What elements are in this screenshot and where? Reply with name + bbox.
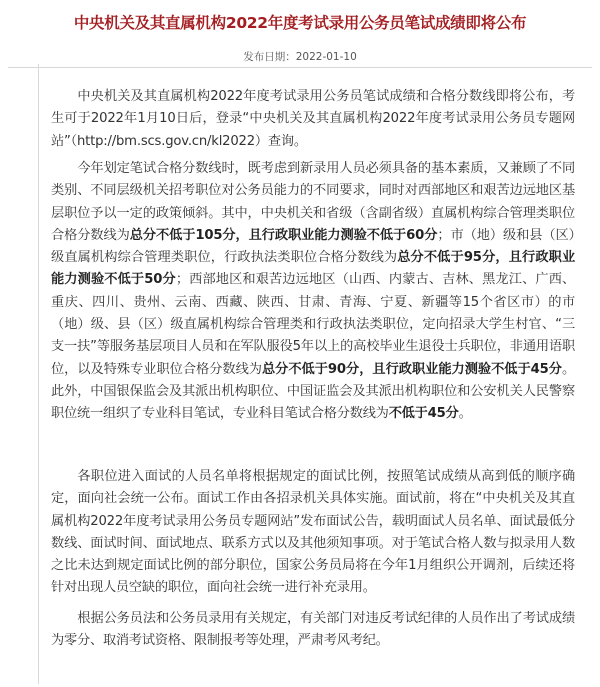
- paragraph-text: 各职位进入面试的人员名单将根据规定的面试比例，按照笔试成绩从高到低的顺序确定，面向社会统一公布。面试工作由各招录机关具体实施。面试前，将在“中央机关及其直属机构2022年度考试录用公务员专题网站”发布面试公告，载明面试人员名单、面试最低分数线、面试时间、面试地点、联系方式以及其他须知事项。对于笔试合格人数与拟录用人数之比未达到规定面试比例的部分职位，国家公务员局将在今年1月组织公开调剂，后续还将针对出现人员空缺的职位，面向社会统一进行补充录用。: [51, 469, 575, 596]
- paragraph-text: 。此外，中国银保监会及其派出机构职位、中国证监会及其派出机构职位和公安机关人民警察职位统一组织了专业科目笔试，专业科目笔试合格分数线为: [51, 361, 575, 422]
- publish-date: [0, 49, 600, 64]
- score-line-professional: 不低于45分: [388, 406, 459, 422]
- score-line-western: 总分不低于90分，且行政职业能力测验不低于45分: [261, 361, 562, 377]
- paragraph-4: [51, 608, 575, 653]
- paragraph-text: 。: [458, 406, 472, 422]
- paragraph-text: ；西部地区和艰苦边远地区（山西、内蒙古、吉林、黑龙江、广西、重庆、四川、贵州、云南、西藏、陕西、甘肃、青海、宁夏、新疆等15个省区市）的市（地）级、县（区）级直属机构综合管理类和行政执法类职位，定向招录大学生村官、“三支一扶”等服务基层项目人员和在军队服役5年以上的高校毕业生退役士兵职位，非通用语职位，以及特殊专业职位合格分数线为: [51, 272, 576, 377]
- paragraph-1: [51, 86, 575, 153]
- paragraph-text: 今年划定笔试合格分数线时，既考虑到新录用人员必须具备的基本素质，又兼顾了不同类别、不同层级机关招考职位对公务员能力的不同要求，同时对西部地区和艰苦边远地区基层职位予以一定的政策倾斜。其中，中央机关和省级（含副省级）直属机构综合管理类职位合格分数线为: [51, 161, 575, 243]
- article-title: 中央机关及其直属机构2022年度考试录用公务员笔试成绩即将公布: [73, 14, 527, 32]
- paragraph-text: 中央机关及其直属机构2022年度考试录用公务员笔试成绩和合格分数线即将公布，考生可于2022年1月10日后，登录“中央机关及其直属机构2022年度考试录用公务员专题网站”（http://bm.scs.gov.cn/kl2022）查询。: [51, 89, 575, 149]
- paragraph-text: ；市（地）级和县（区）级直属机构综合管理类职位，行政执法类职位合格分数线为: [51, 227, 575, 266]
- score-line-provincial: 总分不低于105分，且行政职业能力测验不低于60分: [129, 227, 438, 243]
- article-body: [38, 64, 595, 684]
- paragraph-2: [51, 158, 575, 426]
- paragraph-text: 根据公务员法和公务员录用有关规定，有关部门对违反考试纪律的人员作出了考试成绩为零分、取消考试资格、限制报考等处理，严肃考风考纪。: [51, 611, 575, 649]
- publish-date-label: 发布日期：: [243, 51, 296, 63]
- publish-date-value: 2022-01-10: [295, 51, 357, 63]
- score-line-municipal: 总分不低于95分，且行政职业能力测验不低于50分: [51, 250, 575, 288]
- paragraph-3: [51, 466, 575, 600]
